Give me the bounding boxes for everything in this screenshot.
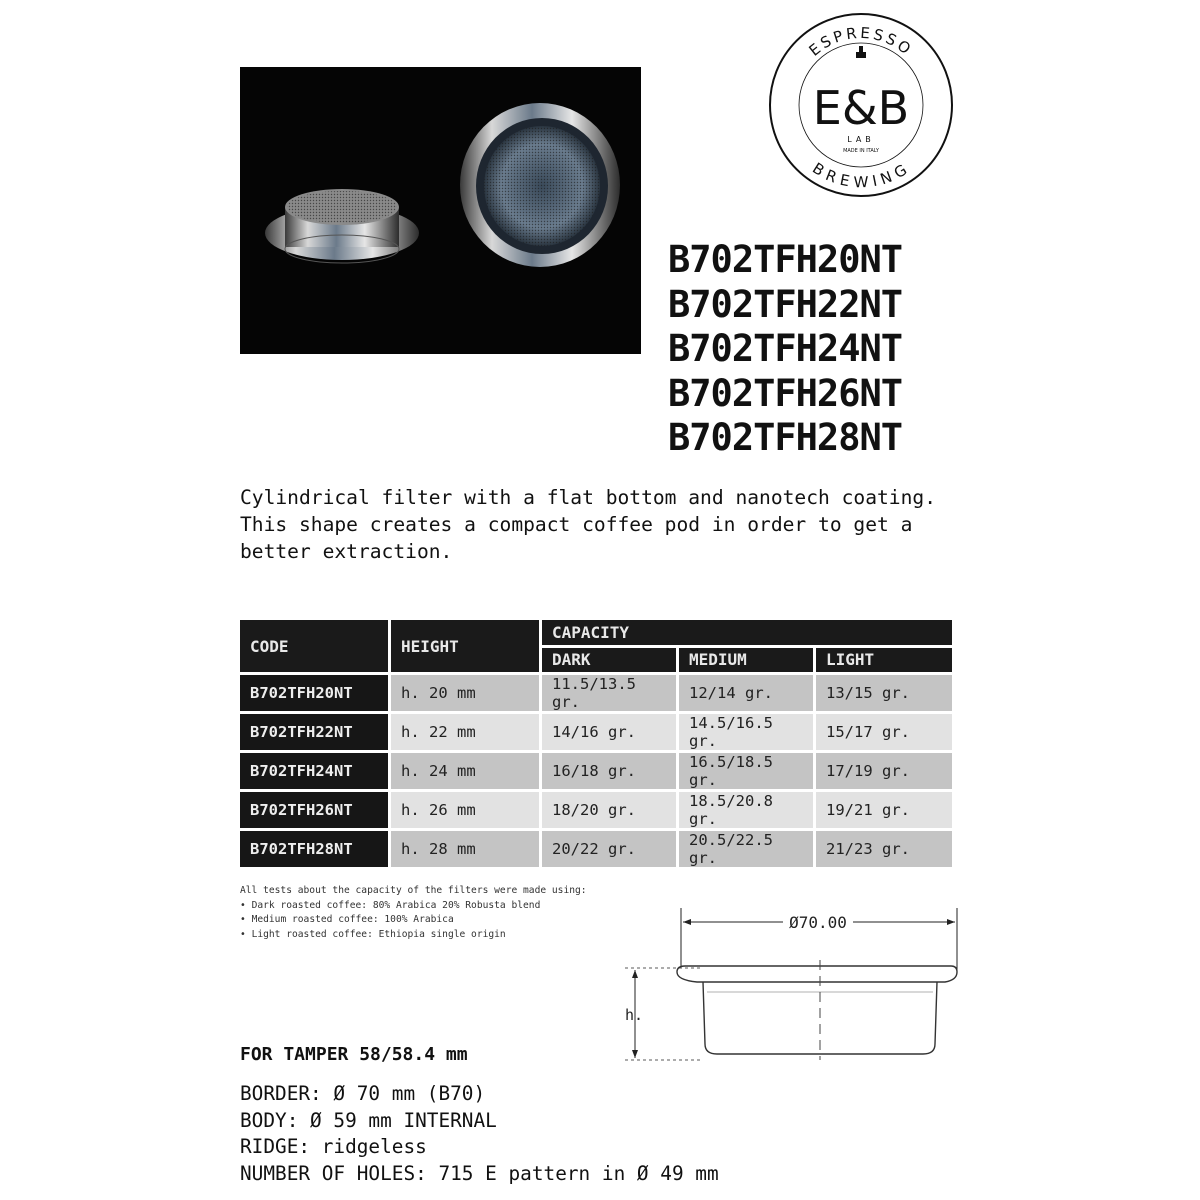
cell-light: 17/19 gr. bbox=[816, 753, 952, 789]
cell-height: h. 28 mm bbox=[391, 831, 539, 867]
cell-medium: 16.5/18.5 gr. bbox=[679, 753, 813, 789]
product-code: B702TFH20NT bbox=[668, 238, 903, 281]
table-row bbox=[240, 831, 952, 867]
spec-ridge: RIDGE: ridgeless bbox=[240, 1135, 427, 1158]
logo-tagline: MADE IN ITALY bbox=[843, 148, 879, 154]
logo-monogram: E&B bbox=[812, 81, 910, 135]
header-light: LIGHT bbox=[816, 648, 952, 673]
cell-code: B702TFH22NT bbox=[240, 714, 388, 750]
header-dark: DARK bbox=[542, 648, 676, 673]
product-code: B702TFH24NT bbox=[668, 327, 903, 370]
cell-light: 19/21 gr. bbox=[816, 792, 952, 828]
spec-border: BORDER: Ø 70 mm (B70) bbox=[240, 1082, 486, 1105]
cell-dark: 20/22 gr. bbox=[542, 831, 676, 867]
product-description: Cylindrical filter with a flat bottom and nanotech coating. This shape creates a compact coffee pod in order to get a better extraction. bbox=[240, 486, 936, 563]
product-code: B702TFH26NT bbox=[668, 371, 903, 415]
height-label: h. bbox=[625, 1006, 644, 1024]
cell-height: h. 24 mm bbox=[391, 753, 539, 789]
cell-medium: 20.5/22.5 gr. bbox=[679, 831, 813, 867]
cell-dark: 16/18 gr. bbox=[542, 753, 676, 789]
cell-height: h. 22 mm bbox=[391, 714, 539, 750]
product-code: B702TFH28NT bbox=[668, 416, 903, 459]
cell-light: 13/15 gr. bbox=[816, 675, 952, 711]
cell-code: B702TFH28NT bbox=[240, 831, 388, 867]
table-row bbox=[240, 675, 952, 711]
note-item: • Light roasted coffee: Ethiopia single origin bbox=[240, 928, 660, 943]
cell-dark: 14/16 gr. bbox=[542, 714, 676, 750]
capacity-table bbox=[237, 617, 955, 870]
filter-baskets-image bbox=[240, 67, 641, 354]
tamper-size: FOR TAMPER 58/58.4 mm bbox=[240, 1044, 468, 1065]
cell-medium: 18.5/20.8 gr. bbox=[679, 792, 813, 828]
cross-section-drawing bbox=[605, 900, 980, 1070]
cell-light: 21/23 gr. bbox=[816, 831, 952, 867]
notes-intro: All tests about the capacity of the filters were made using: bbox=[240, 885, 587, 896]
note-item: • Dark roasted coffee: 80% Arabica 20% Robusta blend bbox=[240, 899, 660, 914]
header-code: CODE bbox=[240, 620, 388, 672]
test-notes bbox=[240, 884, 660, 942]
spec-body: BODY: Ø 59 mm INTERNAL bbox=[240, 1108, 497, 1132]
cell-height: h. 26 mm bbox=[391, 792, 539, 828]
spec-holes: NUMBER OF HOLES: 715 E pattern in Ø 49 mm bbox=[240, 1161, 719, 1185]
cell-code: B702TFH26NT bbox=[240, 792, 388, 828]
cell-code: B702TFH24NT bbox=[240, 753, 388, 789]
table-row bbox=[240, 753, 952, 789]
cell-medium: 12/14 gr. bbox=[679, 675, 813, 711]
cell-dark: 18/20 gr. bbox=[542, 792, 676, 828]
header-height: HEIGHT bbox=[391, 620, 539, 672]
header-medium: MEDIUM bbox=[679, 648, 813, 673]
cell-medium: 14.5/16.5 gr. bbox=[679, 714, 813, 750]
logo-top-text: ESPRESSO bbox=[805, 23, 917, 60]
table-row bbox=[240, 714, 952, 750]
diameter-label: Ø70.00 bbox=[789, 913, 847, 932]
cell-light: 15/17 gr. bbox=[816, 714, 952, 750]
cell-height: h. 20 mm bbox=[391, 675, 539, 711]
spec-list bbox=[240, 1081, 719, 1187]
product-codes-list bbox=[668, 238, 902, 461]
product-code: B702TFH22NT bbox=[668, 282, 903, 326]
cell-code: B702TFH20NT bbox=[240, 675, 388, 711]
logo-bottom-text: BREWING bbox=[809, 159, 913, 192]
logo-sub-text: LAB bbox=[847, 135, 875, 144]
product-photo bbox=[240, 67, 641, 354]
brand-logo bbox=[766, 10, 956, 200]
header-capacity: CAPACITY bbox=[542, 620, 952, 645]
cell-dark: 11.5/13.5 gr. bbox=[542, 675, 676, 711]
note-item: • Medium roasted coffee: 100% Arabica bbox=[240, 913, 660, 928]
table-row bbox=[240, 792, 952, 828]
